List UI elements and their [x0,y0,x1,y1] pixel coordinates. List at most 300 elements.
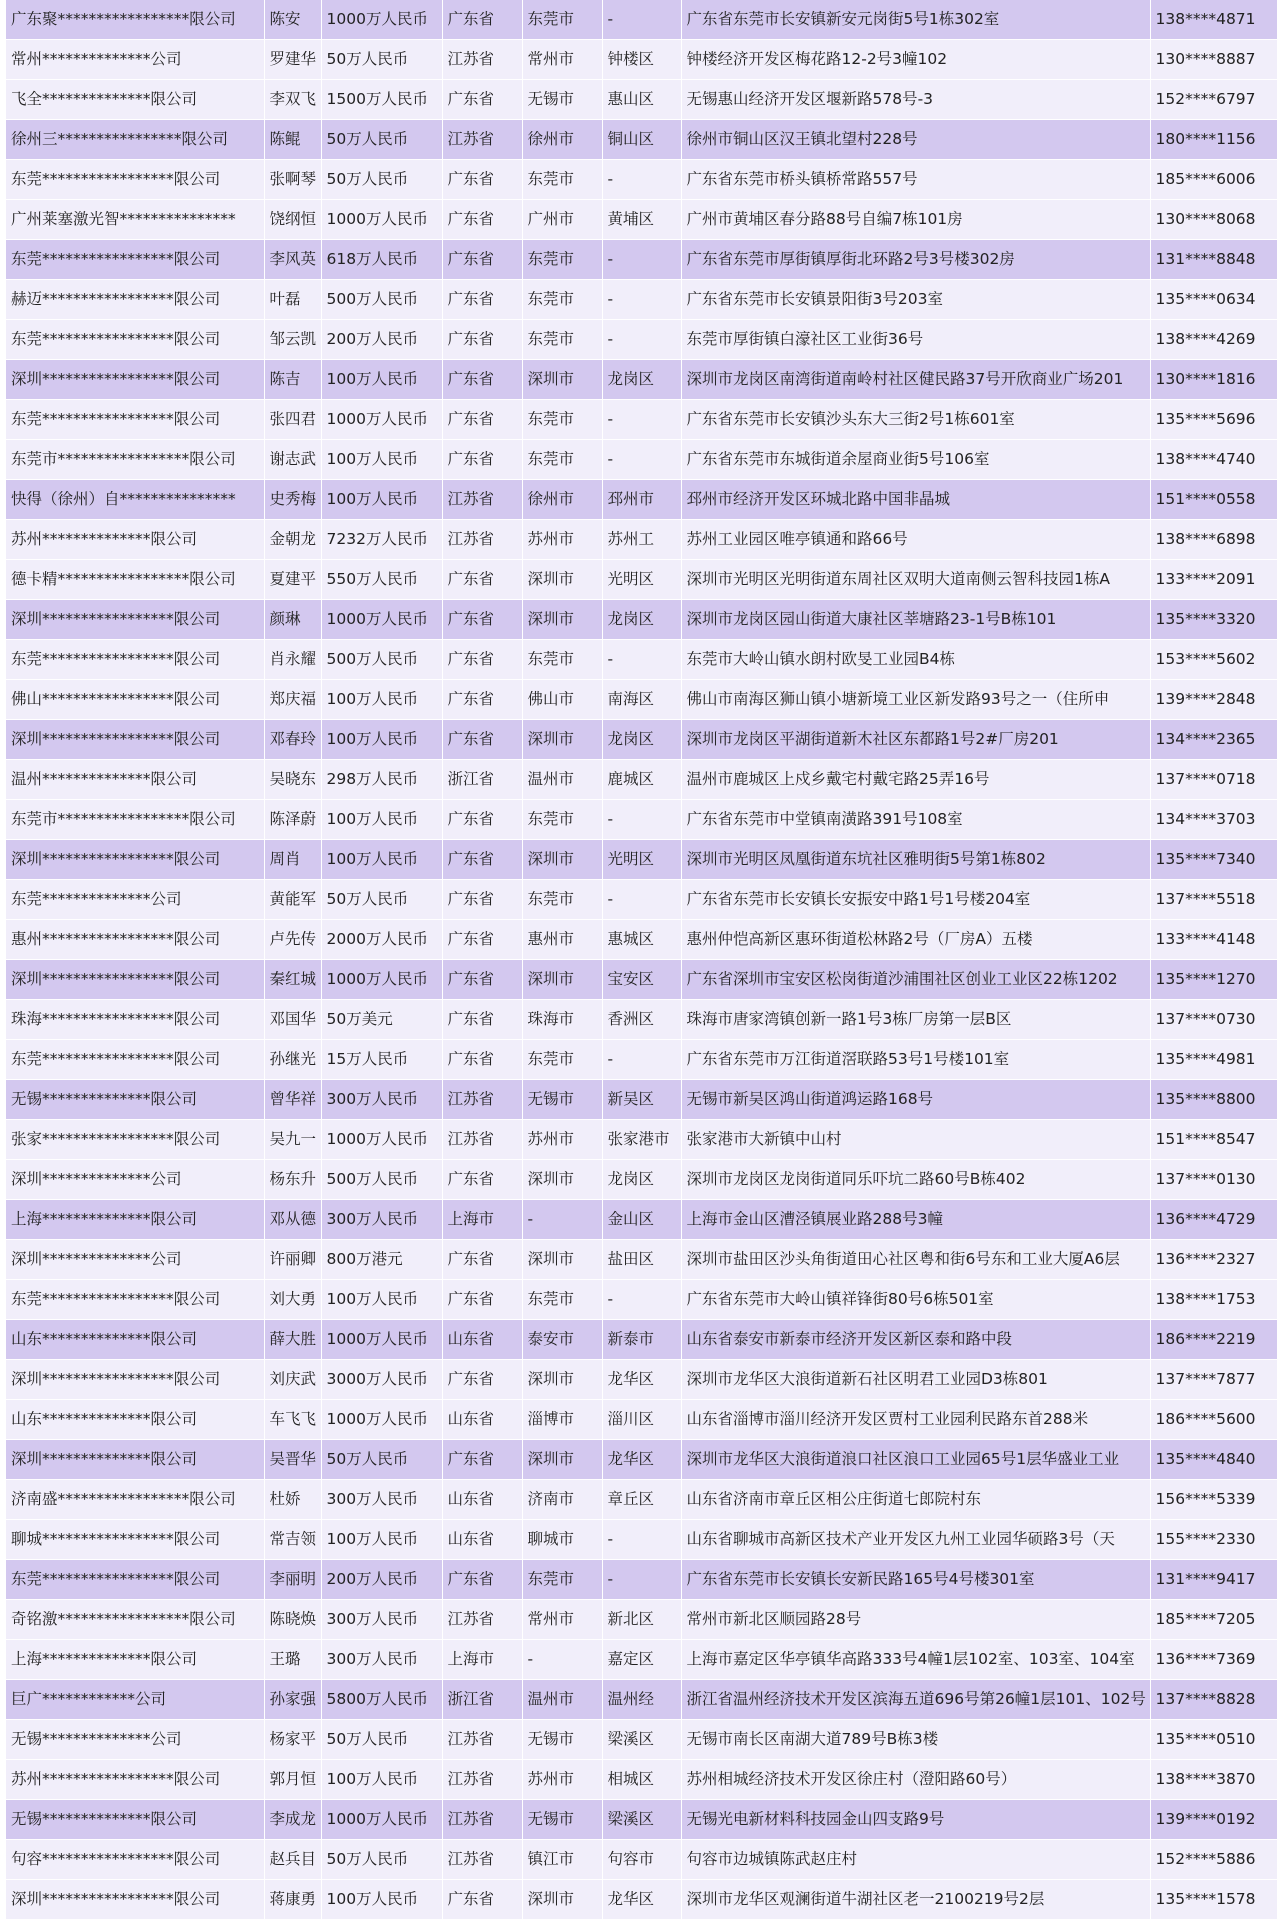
address-cell: 广东省东莞市桥头镇桥常路557号 [681,160,1150,200]
company-name-cell: 深圳**************限公司 [6,1440,264,1480]
province-cell: 浙江省 [442,1680,522,1720]
legal-representative-cell: 邹云凯 [264,320,321,360]
phone-cell: 136****7369 [1150,1640,1277,1680]
company-name-cell: 深圳**************公司 [6,1160,264,1200]
company-name-cell: 东莞*****************限公司 [6,160,264,200]
company-name-cell: 张家*****************限公司 [6,1120,264,1160]
registered-capital-cell: 100万人民币 [321,1280,442,1320]
address-cell: 广东省东莞市万江街道滘联路53号1号楼101室 [681,1040,1150,1080]
district-cell: 光明区 [602,840,681,880]
address-cell: 广东省东莞市中堂镇南潢路391号108室 [681,800,1150,840]
company-name-cell: 上海**************限公司 [6,1640,264,1680]
address-cell: 东莞市大岭山镇水朗村欧旻工业园B4栋 [681,640,1150,680]
table-row [6,920,1277,960]
phone-cell: 134****2365 [1150,720,1277,760]
province-cell: 江苏省 [442,120,522,160]
registered-capital-cell: 50万人民币 [321,1440,442,1480]
table-row [6,1120,1277,1160]
city-cell: 深圳市 [522,600,602,640]
company-name-cell: 深圳*****************限公司 [6,960,264,1000]
city-cell: - [522,1200,602,1240]
city-cell: 深圳市 [522,1160,602,1200]
district-cell: 嘉定区 [602,1640,681,1680]
table-row [6,120,1277,160]
district-cell: 句容市 [602,1840,681,1880]
city-cell: 东莞市 [522,400,602,440]
province-cell: 广东省 [442,840,522,880]
table-row [6,1840,1277,1880]
table-row [6,80,1277,120]
company-name-cell: 东莞*****************限公司 [6,1280,264,1320]
address-cell: 广东省东莞市东城街道余屋商业街5号106室 [681,440,1150,480]
district-cell: - [602,1040,681,1080]
table-row [6,1280,1277,1320]
city-cell: 东莞市 [522,800,602,840]
table-row [6,520,1277,560]
company-table [6,0,1278,1920]
address-cell: 苏州工业园区唯亭镇通和路66号 [681,520,1150,560]
city-cell: 温州市 [522,760,602,800]
address-cell: 深圳市龙岗区园山街道大康社区莘塘路23-1号B栋101 [681,600,1150,640]
city-cell: 泰安市 [522,1320,602,1360]
phone-cell: 131****9417 [1150,1560,1277,1600]
legal-representative-cell: 赵兵目 [264,1840,321,1880]
district-cell: 淄川区 [602,1400,681,1440]
company-name-cell: 常州**************公司 [6,40,264,80]
table-row [6,160,1277,200]
address-cell: 深圳市龙华区观澜街道牛湖社区老一2100219号2层 [681,1880,1150,1920]
legal-representative-cell: 陈安 [264,0,321,40]
city-cell: 东莞市 [522,320,602,360]
company-name-cell: 无锡**************限公司 [6,1080,264,1120]
district-cell: 龙岗区 [602,360,681,400]
phone-cell: 138****1753 [1150,1280,1277,1320]
phone-cell: 180****1156 [1150,120,1277,160]
table-row [6,1760,1277,1800]
table-row [6,1480,1277,1520]
district-cell: 光明区 [602,560,681,600]
company-name-cell: 徐州三****************限公司 [6,120,264,160]
address-cell: 广州市黄埔区春分路88号自编7栋101房 [681,200,1150,240]
registered-capital-cell: 50万人民币 [321,1720,442,1760]
phone-cell: 138****4269 [1150,320,1277,360]
legal-representative-cell: 刘大勇 [264,1280,321,1320]
province-cell: 江苏省 [442,480,522,520]
registered-capital-cell: 550万人民币 [321,560,442,600]
phone-cell: 135****7340 [1150,840,1277,880]
phone-cell: 135****4840 [1150,1440,1277,1480]
registered-capital-cell: 300万人民币 [321,1640,442,1680]
company-name-cell: 无锡**************限公司 [6,1800,264,1840]
legal-representative-cell: 肖永耀 [264,640,321,680]
province-cell: 山东省 [442,1520,522,1560]
province-cell: 广东省 [442,560,522,600]
phone-cell: 137****0730 [1150,1000,1277,1040]
company-name-cell: 深圳*****************限公司 [6,720,264,760]
registered-capital-cell: 298万人民币 [321,760,442,800]
city-cell: 徐州市 [522,120,602,160]
phone-cell: 137****0718 [1150,760,1277,800]
address-cell: 广东省东莞市长安镇沙头东大三街2号1栋601室 [681,400,1150,440]
table-row [6,440,1277,480]
district-cell: - [602,280,681,320]
company-name-cell: 东莞*****************限公司 [6,320,264,360]
company-name-cell: 快得（徐州）自*************** [6,480,264,520]
registered-capital-cell: 300万人民币 [321,1600,442,1640]
table-row [6,760,1277,800]
phone-cell: 134****3703 [1150,800,1277,840]
district-cell: 章丘区 [602,1480,681,1520]
phone-cell: 135****1270 [1150,960,1277,1000]
district-cell: 温州经 [602,1680,681,1720]
province-cell: 广东省 [442,160,522,200]
district-cell: 新北区 [602,1600,681,1640]
table-row [6,1040,1277,1080]
province-cell: 山东省 [442,1320,522,1360]
legal-representative-cell: 常吉领 [264,1520,321,1560]
company-name-cell: 广州莱塞激光智*************** [6,200,264,240]
city-cell: 无锡市 [522,1720,602,1760]
district-cell: 梁溪区 [602,1720,681,1760]
registered-capital-cell: 1000万人民币 [321,400,442,440]
address-cell: 浙江省温州经济技术开发区滨海五道696号第26幢1层101、102号 [681,1680,1150,1720]
address-cell: 山东省淄博市淄川经济开发区贾村工业园利民路东首288米 [681,1400,1150,1440]
registered-capital-cell: 100万人民币 [321,680,442,720]
table-row [6,960,1277,1000]
legal-representative-cell: 颜琳 [264,600,321,640]
company-name-cell: 无锡**************公司 [6,1720,264,1760]
table-row [6,640,1277,680]
company-name-cell: 苏州*****************限公司 [6,1760,264,1800]
city-cell: 徐州市 [522,480,602,520]
district-cell: - [602,640,681,680]
company-name-cell: 东莞市*****************限公司 [6,440,264,480]
legal-representative-cell: 郭月恒 [264,1760,321,1800]
table-row [6,680,1277,720]
address-cell: 珠海市唐家湾镇创新一路1号3栋厂房第一层B区 [681,1000,1150,1040]
city-cell: 淄博市 [522,1400,602,1440]
legal-representative-cell: 饶纲恒 [264,200,321,240]
table-row [6,1800,1277,1840]
province-cell: 江苏省 [442,1080,522,1120]
company-name-cell: 山东**************限公司 [6,1320,264,1360]
address-cell: 邳州市经济开发区环城北路中国非晶城 [681,480,1150,520]
legal-representative-cell: 陈吉 [264,360,321,400]
table-row [6,600,1277,640]
city-cell: 东莞市 [522,880,602,920]
address-cell: 广东省深圳市宝安区松岗街道沙浦围社区创业工业区22栋1202 [681,960,1150,1000]
address-cell: 无锡市新吴区鸿山街道鸿运路168号 [681,1080,1150,1120]
province-cell: 广东省 [442,440,522,480]
company-name-cell: 深圳*****************限公司 [6,1880,264,1920]
company-name-cell: 东莞**************公司 [6,880,264,920]
address-cell: 温州市鹿城区上戍乡戴宅村戴宅路25弄16号 [681,760,1150,800]
registered-capital-cell: 1000万人民币 [321,1320,442,1360]
legal-representative-cell: 吴晋华 [264,1440,321,1480]
table-row [6,1520,1277,1560]
registered-capital-cell: 500万人民币 [321,640,442,680]
legal-representative-cell: 陈泽蔚 [264,800,321,840]
legal-representative-cell: 张啊琴 [264,160,321,200]
phone-cell: 185****6006 [1150,160,1277,200]
company-name-cell: 深圳*****************限公司 [6,600,264,640]
legal-representative-cell: 李双飞 [264,80,321,120]
phone-cell: 131****8848 [1150,240,1277,280]
legal-representative-cell: 王璐 [264,1640,321,1680]
registered-capital-cell: 15万人民币 [321,1040,442,1080]
address-cell: 徐州市铜山区汉王镇北望村228号 [681,120,1150,160]
address-cell: 山东省泰安市新泰市经济开发区新区泰和路中段 [681,1320,1150,1360]
address-cell: 无锡市南长区南湖大道789号B栋3楼 [681,1720,1150,1760]
district-cell: 香洲区 [602,1000,681,1040]
phone-cell: 130****8068 [1150,200,1277,240]
company-name-cell: 句容*****************限公司 [6,1840,264,1880]
address-cell: 惠州仲恺高新区惠环街道松林路2号（厂房A）五楼 [681,920,1150,960]
address-cell: 深圳市盐田区沙头角街道田心社区粤和街6号东和工业大厦A6层 [681,1240,1150,1280]
registered-capital-cell: 200万人民币 [321,320,442,360]
company-name-cell: 惠州*****************限公司 [6,920,264,960]
table-row [6,360,1277,400]
city-cell: 苏州市 [522,520,602,560]
city-cell: 东莞市 [522,160,602,200]
legal-representative-cell: 陈鲲 [264,120,321,160]
district-cell: 南海区 [602,680,681,720]
table-row [6,1320,1277,1360]
registered-capital-cell: 100万人民币 [321,440,442,480]
district-cell: 苏州工 [602,520,681,560]
legal-representative-cell: 郑庆福 [264,680,321,720]
province-cell: 广东省 [442,680,522,720]
legal-representative-cell: 孙家强 [264,1680,321,1720]
phone-cell: 139****2848 [1150,680,1277,720]
phone-cell: 138****3870 [1150,1760,1277,1800]
city-cell: 东莞市 [522,280,602,320]
company-name-cell: 巨广************公司 [6,1680,264,1720]
legal-representative-cell: 邓从德 [264,1200,321,1240]
table-row [6,320,1277,360]
address-cell: 佛山市南海区狮山镇小塘新境工业区新发路93号之一（住所申 [681,680,1150,720]
legal-representative-cell: 秦红城 [264,960,321,1000]
address-cell: 无锡惠山经济开发区堰新路578号-3 [681,80,1150,120]
province-cell: 江苏省 [442,520,522,560]
province-cell: 广东省 [442,920,522,960]
registered-capital-cell: 7232万人民币 [321,520,442,560]
district-cell: 龙华区 [602,1440,681,1480]
legal-representative-cell: 吴九一 [264,1120,321,1160]
registered-capital-cell: 2000万人民币 [321,920,442,960]
district-cell: 宝安区 [602,960,681,1000]
company-name-cell: 深圳*****************限公司 [6,1360,264,1400]
legal-representative-cell: 吴晓东 [264,760,321,800]
province-cell: 广东省 [442,720,522,760]
company-name-cell: 聊城*****************限公司 [6,1520,264,1560]
legal-representative-cell: 金朝龙 [264,520,321,560]
city-cell: 无锡市 [522,1800,602,1840]
city-cell: 佛山市 [522,680,602,720]
table-row [6,1240,1277,1280]
registered-capital-cell: 300万人民币 [321,1080,442,1120]
registered-capital-cell: 50万人民币 [321,1840,442,1880]
district-cell: - [602,160,681,200]
phone-cell: 136****2327 [1150,1240,1277,1280]
company-name-cell: 东莞*****************限公司 [6,1040,264,1080]
address-cell: 上海市嘉定区华亭镇华高路333号4幢1层102室、103室、104室 [681,1640,1150,1680]
city-cell: 东莞市 [522,1560,602,1600]
district-cell: - [602,800,681,840]
company-name-cell: 珠海*****************限公司 [6,1000,264,1040]
city-cell: 东莞市 [522,240,602,280]
company-name-cell: 德卡精*****************限公司 [6,560,264,600]
table-row [6,1400,1277,1440]
phone-cell: 138****6898 [1150,520,1277,560]
legal-representative-cell: 杜娇 [264,1480,321,1520]
phone-cell: 139****0192 [1150,1800,1277,1840]
province-cell: 广东省 [442,1440,522,1480]
registered-capital-cell: 300万人民币 [321,1480,442,1520]
phone-cell: 135****3320 [1150,600,1277,640]
city-cell: 广州市 [522,200,602,240]
legal-representative-cell: 刘庆武 [264,1360,321,1400]
table-row [6,240,1277,280]
company-name-cell: 东莞市*****************限公司 [6,800,264,840]
table-row [6,1000,1277,1040]
legal-representative-cell: 李丽明 [264,1560,321,1600]
city-cell: 深圳市 [522,1240,602,1280]
company-name-cell: 苏州**************限公司 [6,520,264,560]
legal-representative-cell: 叶磊 [264,280,321,320]
district-cell: 梁溪区 [602,1800,681,1840]
registered-capital-cell: 100万人民币 [321,1760,442,1800]
registered-capital-cell: 1000万人民币 [321,1120,442,1160]
province-cell: 广东省 [442,960,522,1000]
phone-cell: 137****0130 [1150,1160,1277,1200]
province-cell: 广东省 [442,640,522,680]
registered-capital-cell: 1000万人民币 [321,600,442,640]
province-cell: 广东省 [442,80,522,120]
table-row [6,1680,1277,1720]
phone-cell: 151****8547 [1150,1120,1277,1160]
province-cell: 广东省 [442,1880,522,1920]
company-name-cell: 东莞*****************限公司 [6,240,264,280]
legal-representative-cell: 周肖 [264,840,321,880]
table-row [6,1560,1277,1600]
district-cell: - [602,320,681,360]
city-cell: - [522,1640,602,1680]
city-cell: 深圳市 [522,1360,602,1400]
phone-cell: 135****1578 [1150,1880,1277,1920]
registered-capital-cell: 1000万人民币 [321,960,442,1000]
province-cell: 江苏省 [442,1800,522,1840]
legal-representative-cell: 杨东升 [264,1160,321,1200]
phone-cell: 135****0510 [1150,1720,1277,1760]
company-name-cell: 深圳*****************限公司 [6,360,264,400]
address-cell: 钟楼经济开发区梅花路12-2号3幢102 [681,40,1150,80]
registered-capital-cell: 1500万人民币 [321,80,442,120]
table-row [6,1720,1277,1760]
district-cell: 盐田区 [602,1240,681,1280]
city-cell: 东莞市 [522,1280,602,1320]
province-cell: 广东省 [442,1040,522,1080]
address-cell: 张家港市大新镇中山村 [681,1120,1150,1160]
registered-capital-cell: 50万人民币 [321,40,442,80]
registered-capital-cell: 100万人民币 [321,1520,442,1560]
address-cell: 深圳市光明区凤凰街道东坑社区雅明街5号第1栋802 [681,840,1150,880]
province-cell: 广东省 [442,600,522,640]
legal-representative-cell: 李风英 [264,240,321,280]
province-cell: 山东省 [442,1400,522,1440]
province-cell: 江苏省 [442,1840,522,1880]
address-cell: 山东省济南市章丘区相公庄街道七郎院村东 [681,1480,1150,1520]
legal-representative-cell: 邓春玲 [264,720,321,760]
district-cell: 龙岗区 [602,1160,681,1200]
legal-representative-cell: 车飞飞 [264,1400,321,1440]
city-cell: 苏州市 [522,1120,602,1160]
city-cell: 东莞市 [522,1040,602,1080]
district-cell: 鹿城区 [602,760,681,800]
province-cell: 广东省 [442,1280,522,1320]
province-cell: 广东省 [442,400,522,440]
district-cell: 龙华区 [602,1360,681,1400]
address-cell: 广东省东莞市大岭山镇祥锋街80号6栋501室 [681,1280,1150,1320]
table-row [6,200,1277,240]
city-cell: 深圳市 [522,720,602,760]
phone-cell: 156****5339 [1150,1480,1277,1520]
phone-cell: 153****5602 [1150,640,1277,680]
phone-cell: 135****5696 [1150,400,1277,440]
company-name-cell: 东莞*****************限公司 [6,400,264,440]
company-name-cell: 深圳**************公司 [6,1240,264,1280]
phone-cell: 185****7205 [1150,1600,1277,1640]
address-cell: 深圳市龙华区大浪街道新石社区明君工业园D3栋801 [681,1360,1150,1400]
district-cell: 铜山区 [602,120,681,160]
address-cell: 上海市金山区漕泾镇展业路288号3幢 [681,1200,1150,1240]
province-cell: 广东省 [442,0,522,40]
registered-capital-cell: 100万人民币 [321,1880,442,1920]
table-row [6,1080,1277,1120]
district-cell: 张家港市 [602,1120,681,1160]
address-cell: 深圳市光明区光明街道东周社区双明大道南侧云智科技园1栋A [681,560,1150,600]
district-cell: 邳州市 [602,480,681,520]
legal-representative-cell: 邓国华 [264,1000,321,1040]
address-cell: 深圳市龙岗区南湾街道南岭村社区健民路37号开欣商业广场201 [681,360,1150,400]
table-row [6,1880,1277,1920]
city-cell: 珠海市 [522,1000,602,1040]
legal-representative-cell: 夏建平 [264,560,321,600]
address-cell: 深圳市龙岗区龙岗街道同乐吓坑二路60号B栋402 [681,1160,1150,1200]
city-cell: 惠州市 [522,920,602,960]
company-name-cell: 佛山*****************限公司 [6,680,264,720]
city-cell: 聊城市 [522,1520,602,1560]
phone-cell: 133****4148 [1150,920,1277,960]
district-cell: - [602,1520,681,1560]
district-cell: 惠山区 [602,80,681,120]
district-cell: 相城区 [602,1760,681,1800]
province-cell: 广东省 [442,280,522,320]
legal-representative-cell: 李成龙 [264,1800,321,1840]
legal-representative-cell: 张四君 [264,400,321,440]
district-cell: 惠城区 [602,920,681,960]
table-row [6,720,1277,760]
district-cell: 金山区 [602,1200,681,1240]
phone-cell: 186****5600 [1150,1400,1277,1440]
city-cell: 东莞市 [522,640,602,680]
registered-capital-cell: 50万美元 [321,1000,442,1040]
legal-representative-cell: 孙继光 [264,1040,321,1080]
table-row [6,1640,1277,1680]
phone-cell: 130****8887 [1150,40,1277,80]
registered-capital-cell: 500万人民币 [321,1160,442,1200]
registered-capital-cell: 1000万人民币 [321,200,442,240]
